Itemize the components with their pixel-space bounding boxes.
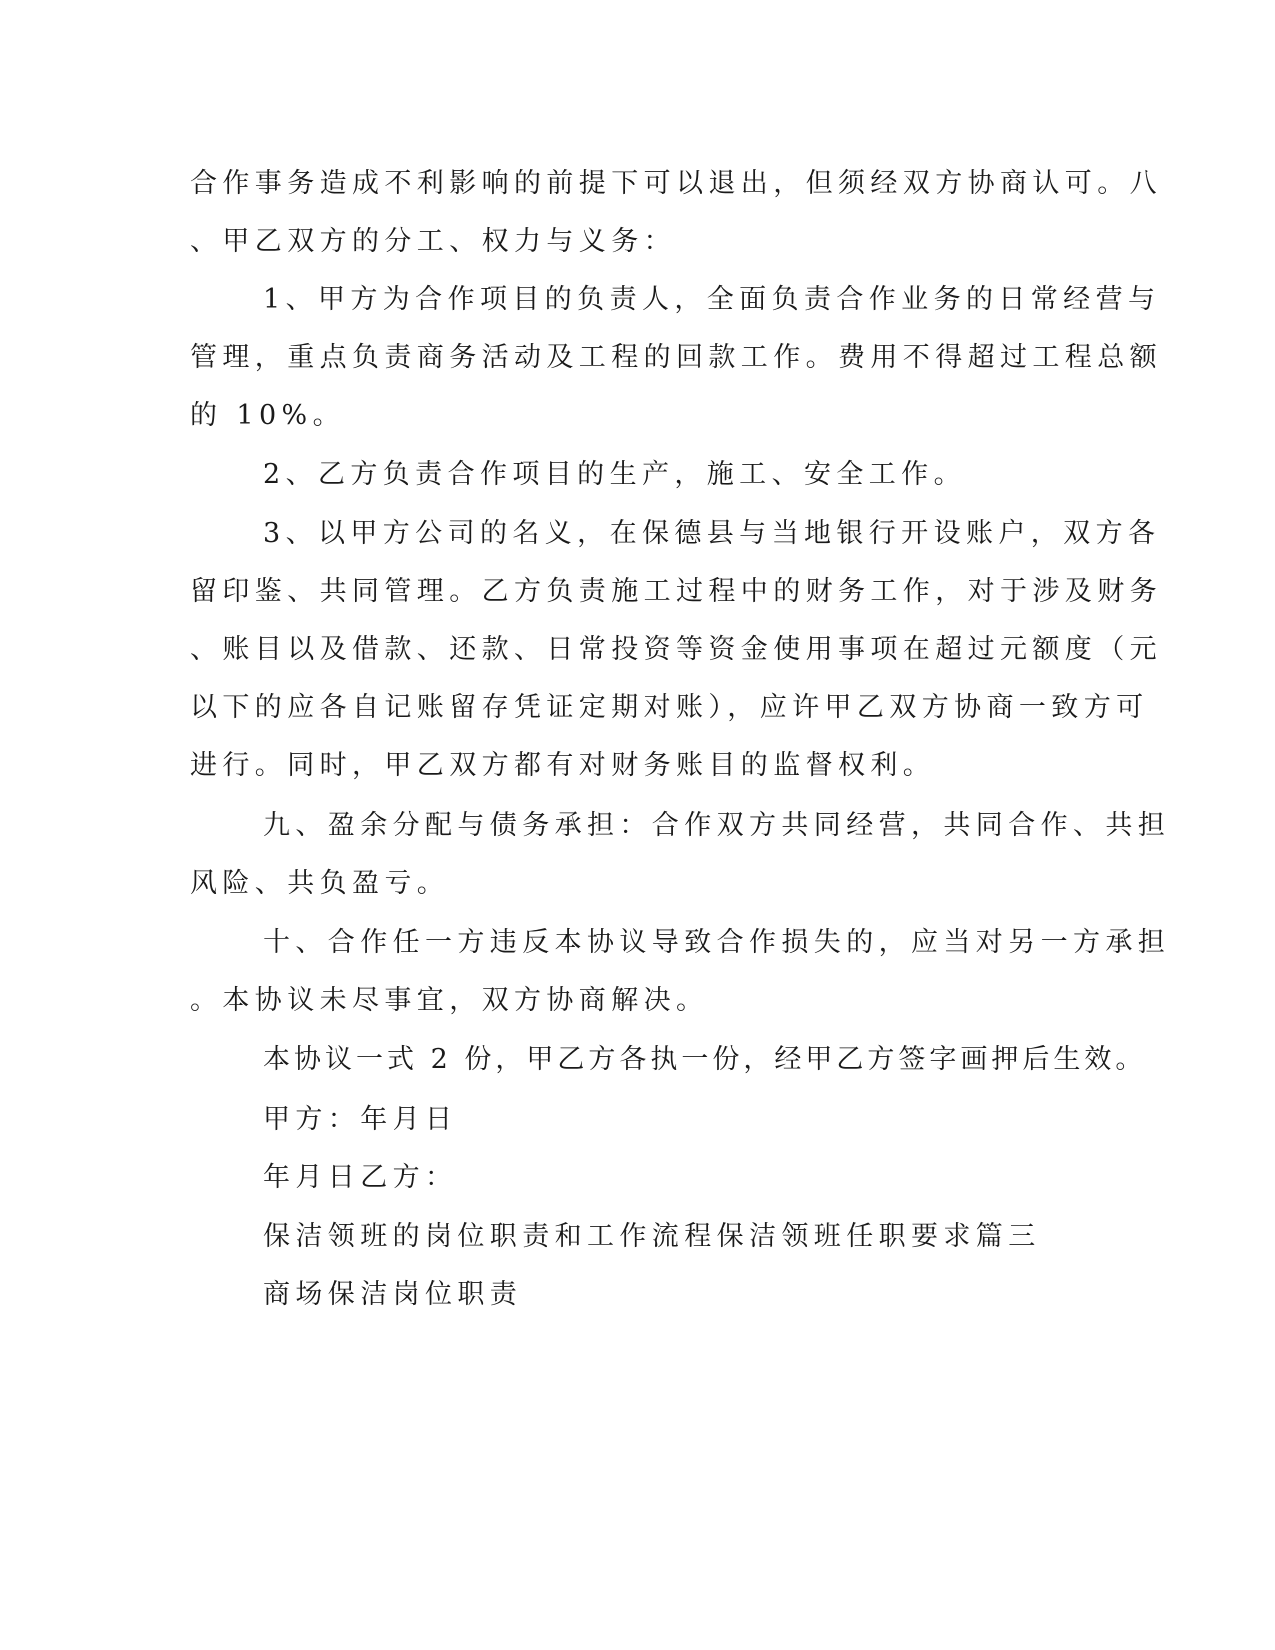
text-line-15: 。本协议未尽事宜，双方协商解决。 <box>190 985 709 1016</box>
text-line-8: 留印鉴、共同管理。乙方负责施工过程中的财务工作，对于涉及财务 <box>190 576 1162 607</box>
text-line-19: 保洁领班的岗位职责和工作流程保洁领班任职要求篇三 <box>263 1221 1041 1252</box>
text-line-13: 风险、共负盈亏。 <box>190 868 450 899</box>
text-line-6: 2、乙方负责合作项目的生产，施工、安全工作。 <box>263 459 966 490</box>
text-line-10: 以下的应各自记账留存凭证定期对账），应许甲乙双方协商一致方可 <box>190 692 1149 723</box>
text-line-20: 商场保洁岗位职责 <box>263 1279 523 1310</box>
text-line-1: 合作事务造成不利影响的前提下可以退出，但须经双方协商认可。八 <box>190 168 1162 199</box>
text-line-7: 3、以甲方公司的名义，在保德县与当地银行开设账户，双方各 <box>263 518 1161 549</box>
text-line-11: 进行。同时，甲乙双方都有对财务账目的监督权利。 <box>190 750 936 781</box>
text-line-2: 、甲乙双方的分工、权力与义务： <box>190 226 676 257</box>
text-line-4: 管理，重点负责商务活动及工程的回款工作。费用不得超过工程总额 <box>190 342 1162 373</box>
text-line-9: 、账目以及借款、还款、日常投资等资金使用事项在超过元额度（元 <box>190 634 1162 665</box>
text-line-3: 1、甲方为合作项目的负责人，全面负责合作业务的日常经营与 <box>263 284 1161 315</box>
text-line-14: 十、合作任一方违反本协议导致合作损失的，应当对另一方承担 <box>263 927 1171 958</box>
text-line-16: 本协议一式 2 份，甲乙方各执一份，经甲乙方签字画押后生效。 <box>263 1044 1147 1075</box>
text-line-18: 年月日乙方： <box>263 1162 458 1193</box>
text-line-12: 九、盈余分配与债务承担：合作双方共同经营，共同合作、共担 <box>263 810 1171 841</box>
text-line-17: 甲方：年月日 <box>263 1104 458 1135</box>
text-line-5: 的 10%。 <box>190 400 345 431</box>
